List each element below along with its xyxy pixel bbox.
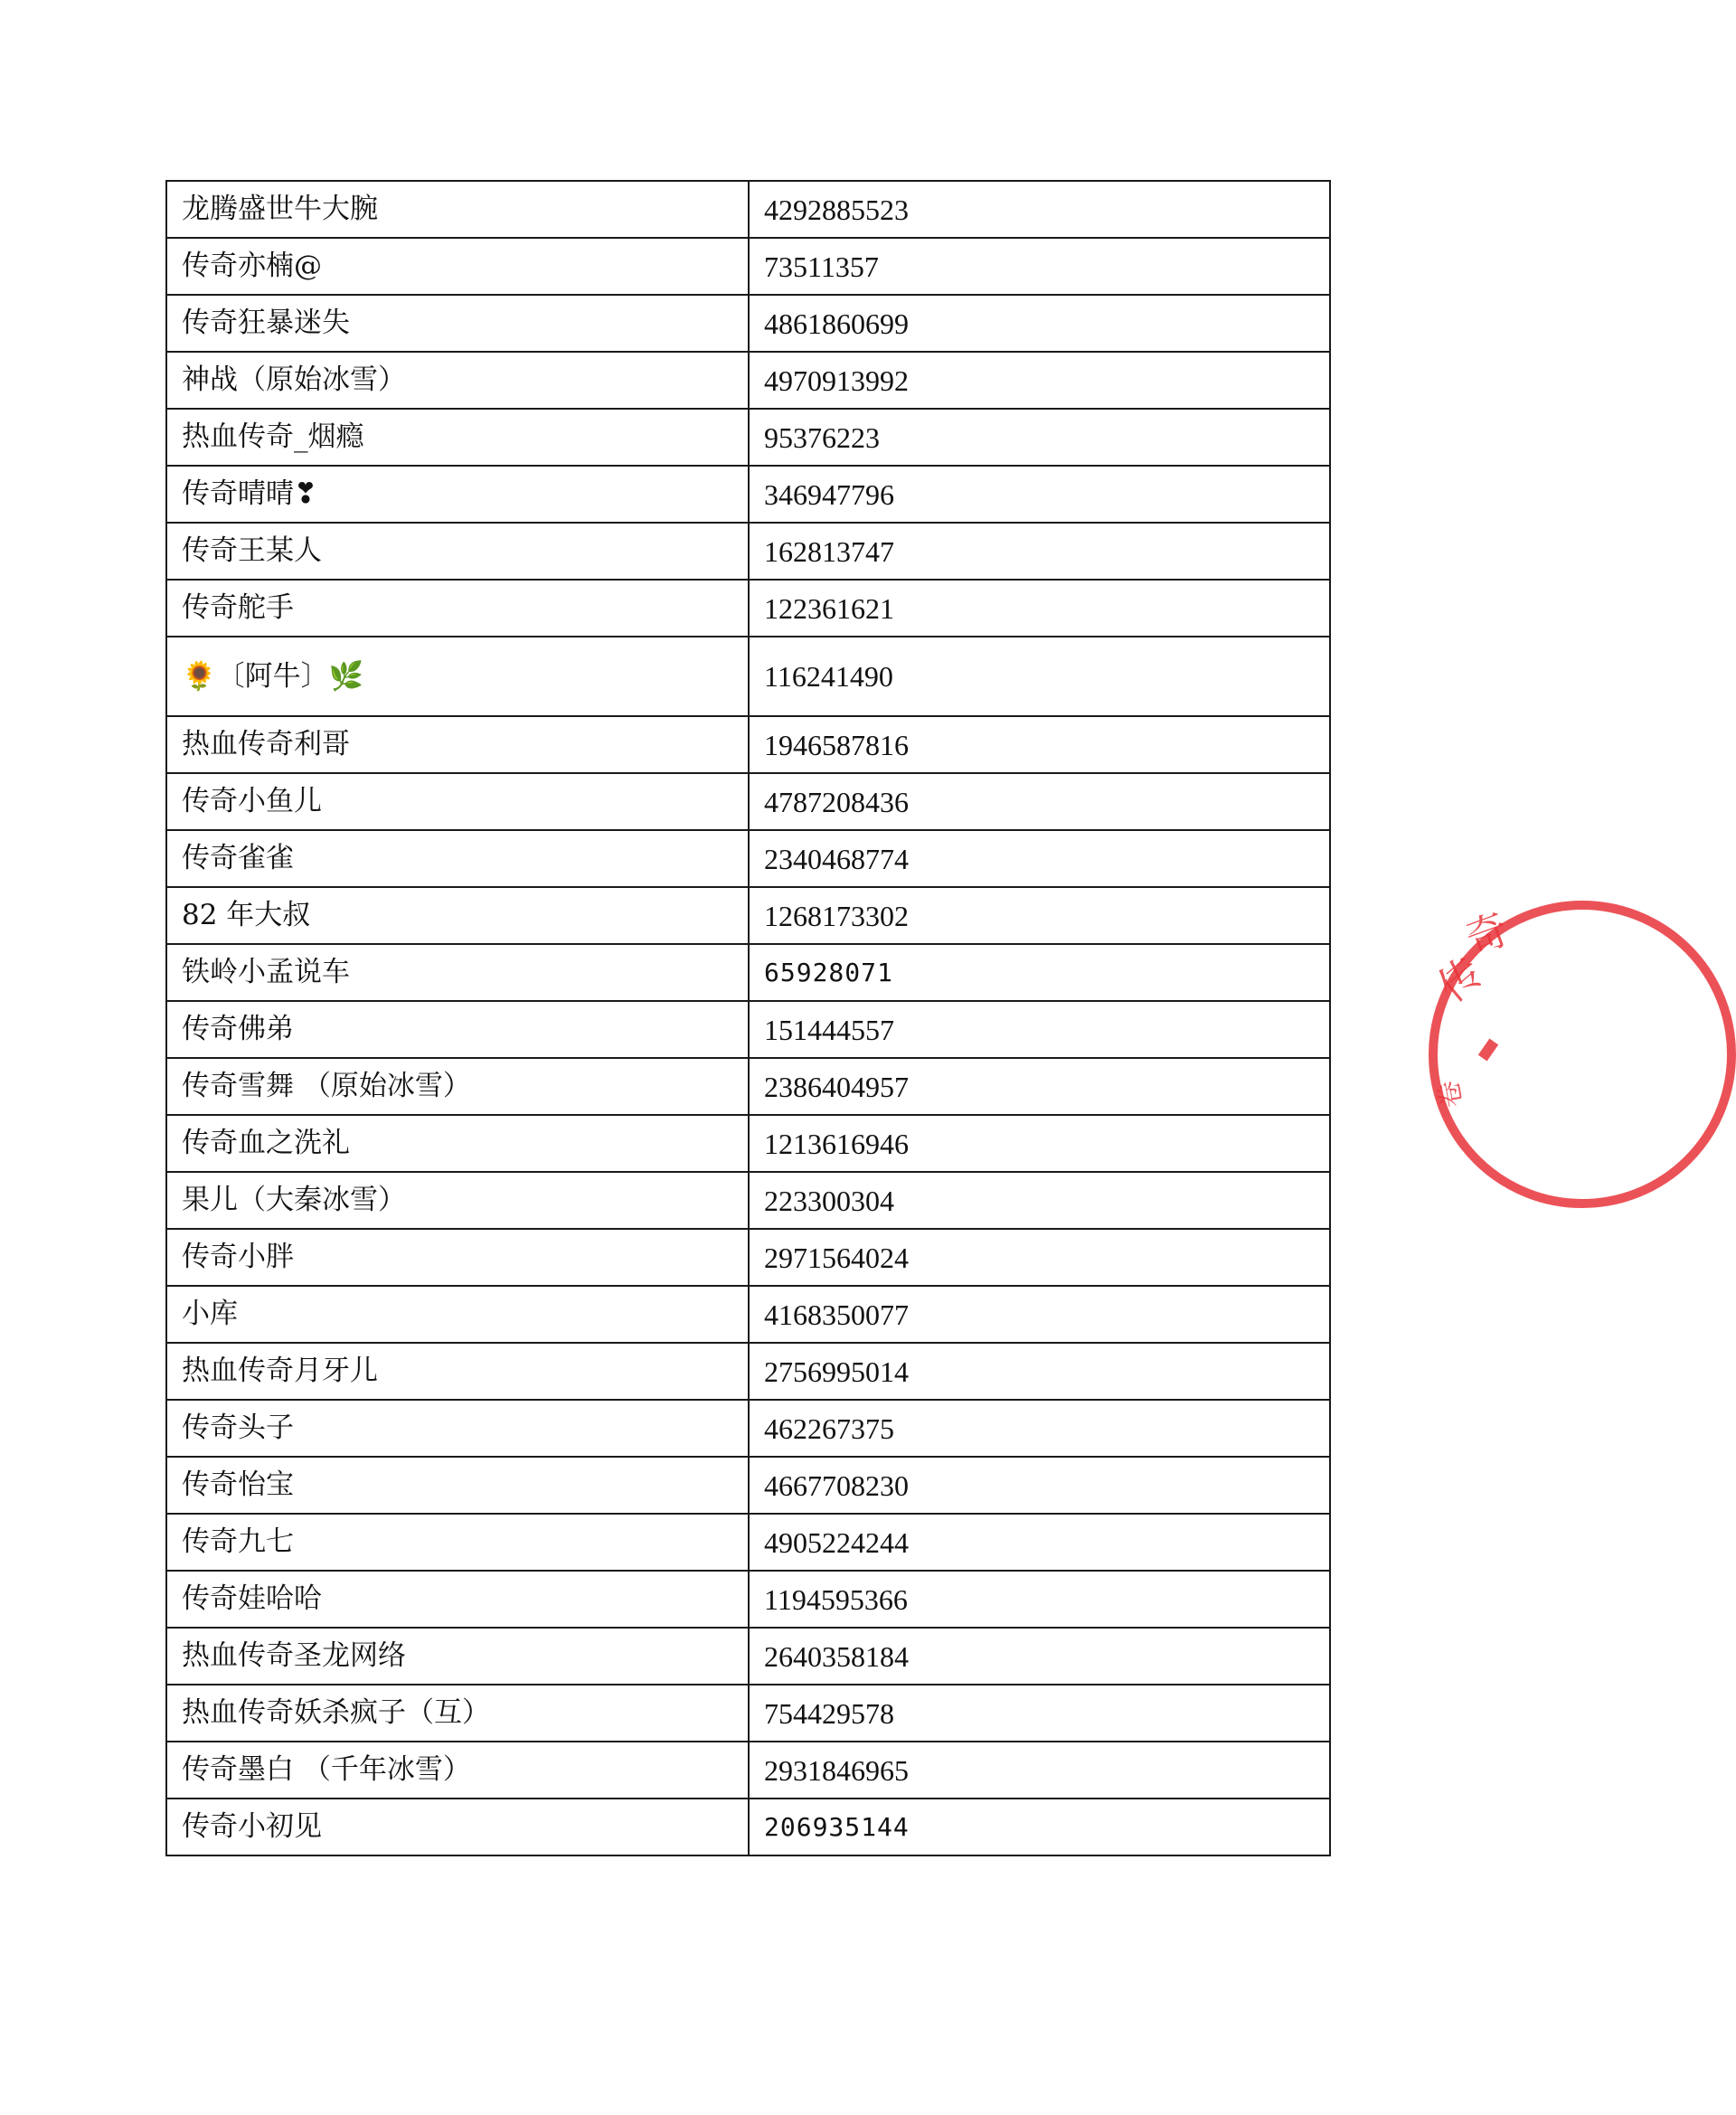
table-row <box>166 944 1330 1001</box>
id-cell: 4168350077 <box>749 1286 1330 1343</box>
name-cell: 热血传奇月牙儿 <box>166 1343 749 1400</box>
name-cell: 小库 <box>166 1286 749 1343</box>
id-cell: 2386404957 <box>749 1058 1330 1115</box>
name-cell: 传奇九七 <box>166 1514 749 1571</box>
id-cell: 462267375 <box>749 1400 1330 1457</box>
id-cell: 1213616946 <box>749 1115 1330 1172</box>
id-cell: 1268173302 <box>749 887 1330 944</box>
id-cell: 4970913992 <box>749 352 1330 409</box>
id-cell: 95376223 <box>749 409 1330 466</box>
table-row <box>166 1742 1330 1799</box>
table-row <box>166 466 1330 523</box>
table-row <box>166 1799 1330 1855</box>
name-cell: 热血传奇圣龙网络 <box>166 1628 749 1685</box>
name-cell: 传奇小鱼儿 <box>166 773 749 830</box>
name-cell: 传奇晴晴❣ <box>166 466 749 523</box>
id-cell: 4787208436 <box>749 773 1330 830</box>
table-row <box>166 1115 1330 1172</box>
id-cell: 65928071 <box>749 944 1330 1001</box>
name-cell: 传奇小初见 <box>166 1799 749 1855</box>
name-cell: 传奇娃哈哈 <box>166 1571 749 1628</box>
table-row <box>166 580 1330 637</box>
table-row <box>166 409 1330 466</box>
table-row <box>166 1628 1330 1685</box>
name-cell: 传奇怡宝 <box>166 1457 749 1514</box>
table-row <box>166 637 1330 716</box>
name-cell: 传奇狂暴迷失 <box>166 295 749 352</box>
table-row <box>166 181 1330 238</box>
id-cell: 151444557 <box>749 1001 1330 1058</box>
name-cell: 龙腾盛世牛大腕 <box>166 181 749 238</box>
table-row <box>166 716 1330 773</box>
seal-glyph: 卷 <box>1432 1078 1469 1110</box>
table-row <box>166 238 1330 295</box>
id-cell: 2971564024 <box>749 1229 1330 1286</box>
seal-glyph: 奇 <box>1459 903 1515 965</box>
name-cell: 传奇雀雀 <box>166 830 749 887</box>
name-cell: 传奇小胖 <box>166 1229 749 1286</box>
table-row <box>166 1571 1330 1628</box>
id-cell: 754429578 <box>749 1685 1330 1742</box>
name-cell: 传奇头子 <box>166 1400 749 1457</box>
table-row <box>166 352 1330 409</box>
name-cell: 82 年大叔 <box>166 887 749 944</box>
id-cell: 162813747 <box>749 523 1330 580</box>
name-cell: 果儿（大秦冰雪） <box>166 1172 749 1229</box>
id-cell: 2756995014 <box>749 1343 1330 1400</box>
table-row <box>166 1286 1330 1343</box>
table-row <box>166 1172 1330 1229</box>
table-row <box>166 1001 1330 1058</box>
table-row <box>166 1343 1330 1400</box>
table-row <box>166 523 1330 580</box>
id-cell: 1946587816 <box>749 716 1330 773</box>
name-cell: 热血传奇妖杀疯子（互） <box>166 1685 749 1742</box>
id-cell: 206935144 <box>749 1799 1330 1855</box>
table-row <box>166 295 1330 352</box>
table-row <box>166 1058 1330 1115</box>
name-cell: 传奇亦楠@ <box>166 238 749 295</box>
roster-table <box>165 180 1331 1856</box>
table-row <box>166 1457 1330 1514</box>
id-cell: 223300304 <box>749 1172 1330 1229</box>
name-cell: 传奇王某人 <box>166 523 749 580</box>
table-row <box>166 830 1330 887</box>
name-cell: 传奇佛弟 <box>166 1001 749 1058</box>
id-cell: 4905224244 <box>749 1514 1330 1571</box>
id-cell: 1194595366 <box>749 1571 1330 1628</box>
name-cell: 🌻〔阿牛〕🌿 <box>166 637 749 716</box>
table-row <box>166 887 1330 944</box>
table-row <box>166 1514 1330 1571</box>
id-cell: 2931846965 <box>749 1742 1330 1799</box>
name-cell: 传奇墨白 （千年冰雪） <box>166 1742 749 1799</box>
name-cell: 传奇血之洗礼 <box>166 1115 749 1172</box>
id-cell: 2640358184 <box>749 1628 1330 1685</box>
name-cell: 传奇舵手 <box>166 580 749 637</box>
name-cell: 热血传奇利哥 <box>166 716 749 773</box>
name-cell: 热血传奇_烟瘾 <box>166 409 749 466</box>
name-cell: 传奇雪舞 （原始冰雪） <box>166 1058 749 1115</box>
id-cell: 4667708230 <box>749 1457 1330 1514</box>
id-cell: 116241490 <box>749 637 1330 716</box>
seal-glyph: 传 <box>1429 947 1492 1012</box>
name-cell: 神战（原始冰雪） <box>166 352 749 409</box>
id-cell: 73511357 <box>749 238 1330 295</box>
table-row <box>166 1400 1330 1457</box>
table-row <box>166 773 1330 830</box>
id-cell: 4861860699 <box>749 295 1330 352</box>
id-cell: 122361621 <box>749 580 1330 637</box>
table-row <box>166 1685 1330 1742</box>
id-cell: 2340468774 <box>749 830 1330 887</box>
name-cell: 铁岭小孟说车 <box>166 944 749 1001</box>
table-row <box>166 1229 1330 1286</box>
id-cell: 346947796 <box>749 466 1330 523</box>
id-cell: 4292885523 <box>749 181 1330 238</box>
